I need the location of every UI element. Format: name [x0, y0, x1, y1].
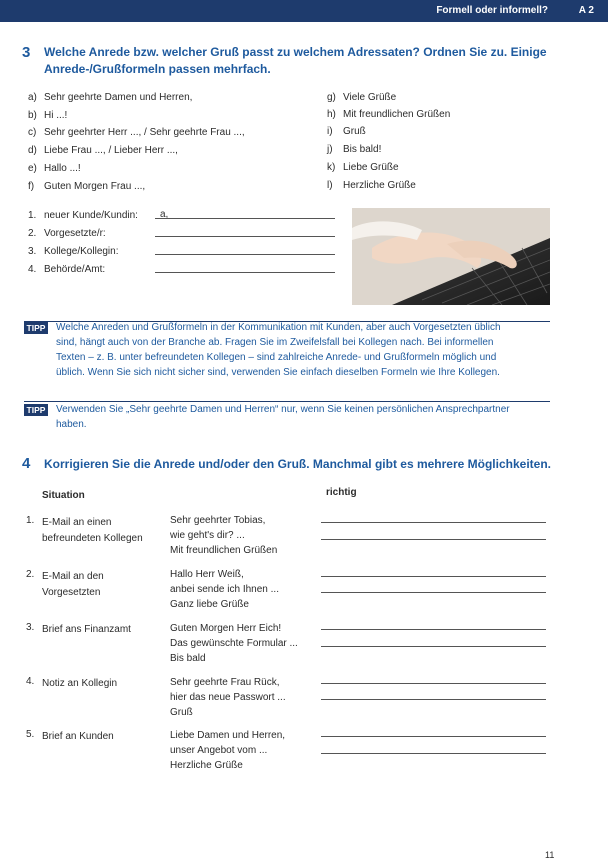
text-line: Sehr geehrter Tobias,: [170, 515, 266, 526]
keyboard-hands-photo: [352, 208, 550, 305]
tip-1-text: [56, 320, 556, 380]
text-line: Gruß: [170, 707, 193, 718]
option-k: k): [327, 162, 336, 173]
row-4-text: [170, 675, 286, 720]
column-header-richtig: richtig: [326, 487, 357, 498]
row-1-text: [170, 513, 277, 558]
addressee-4-answer-line[interactable]: [155, 272, 335, 273]
addressee-1-answer-line[interactable]: [155, 218, 335, 219]
addressee-1-label: neuer Kunde/Kundin:: [44, 210, 138, 221]
text-line: Ganz liebe Grüße: [170, 599, 249, 610]
row-3-num: 3.: [26, 622, 35, 633]
row-1-num: 1.: [26, 515, 35, 526]
tip-1-line: sind, hängt auch von der Branche ab. Fragen Sie im Zweifelsfall bei Kollegen nach. Bei informellen: [56, 337, 494, 348]
option-d: d): [28, 145, 37, 156]
exercise-3-number: 3: [22, 44, 31, 61]
exercise-4-number: 4: [22, 455, 31, 472]
option-e-text: Hallo ...!: [44, 163, 81, 174]
header-bar: [0, 0, 608, 22]
tip-1-line: Welche Anreden und Grußformeln in der Kommunikation mit Kunden, aber auch Vorgesetzten üblich: [56, 322, 501, 333]
chapter-title: Formell oder informell?: [436, 5, 548, 16]
row-1-answer-line-1[interactable]: [321, 522, 546, 523]
text-line: Bis bald: [170, 653, 206, 664]
option-g: g): [327, 92, 336, 103]
text-line: Hallo Herr Weiß,: [170, 569, 244, 580]
row-2-answer-line-1[interactable]: [321, 576, 546, 577]
text-line: Das gewünschte Formular ...: [170, 638, 298, 649]
addressee-4-label: Behörde/Amt:: [44, 264, 106, 275]
addressee-4-num: 4.: [28, 264, 37, 275]
row-1-answer-line-2[interactable]: [321, 539, 546, 540]
column-header-situation: Situation: [42, 490, 85, 501]
tip-2-line: haben.: [56, 419, 87, 430]
option-f-text: Guten Morgen Frau ...,: [44, 181, 146, 192]
option-c: c): [28, 127, 37, 138]
addressee-2-label: Vorgesetzte/r:: [44, 228, 106, 239]
row-3-answer-line-2[interactable]: [321, 646, 546, 647]
option-h: h): [327, 109, 336, 120]
situation-line: Vorgesetzten: [42, 587, 101, 598]
addressee-3-answer-line[interactable]: [155, 254, 335, 255]
row-3-answer-line-1[interactable]: [321, 629, 546, 630]
row-1-situation: [42, 515, 143, 547]
addressee-2-num: 2.: [28, 228, 37, 239]
option-b: b): [28, 110, 37, 121]
addressee-1-answer[interactable]: a,: [160, 209, 169, 220]
option-b-text: Hi ...!: [44, 110, 68, 121]
option-a: a): [28, 92, 37, 103]
option-l: l): [327, 180, 333, 191]
text-line: unser Angebot vom ...: [170, 745, 268, 756]
option-g-text: Viele Grüße: [343, 92, 397, 103]
tip-1-tag: TIPP: [24, 322, 48, 334]
situation-line: E-Mail an den: [42, 571, 104, 582]
option-h-text: Mit freundlichen Grüßen: [343, 109, 451, 120]
row-4-answer-line-2[interactable]: [321, 699, 546, 700]
level-badge: A 2: [578, 5, 594, 16]
text-line: hier das neue Passwort ...: [170, 692, 286, 703]
row-5-answer-line-1[interactable]: [321, 736, 546, 737]
tip-1-line: üblich. Wenn Sie sich nicht sicher sind, verwenden Sie einfach dieselben Formeln wie Ihre Kollegen.: [56, 367, 500, 378]
tip-2-line: Verwenden Sie „Sehr geehrte Damen und Herren“ nur, wenn Sie keinen persönlichen Ansprechpartner: [56, 404, 510, 415]
exercise-4-question: Korrigieren Sie die Anrede und/oder den Gruß. Manchmal gibt es mehrere Möglichkeiten.: [44, 457, 551, 471]
option-i: i): [327, 126, 333, 137]
option-l-text: Herzliche Grüße: [343, 180, 416, 191]
row-5-situation: [42, 729, 114, 745]
row-2-num: 2.: [26, 569, 35, 580]
row-3-situation: [42, 622, 131, 638]
text-line: Sehr geehrte Frau Rück,: [170, 677, 280, 688]
option-d-text: Liebe Frau ..., / Lieber Herr ...,: [44, 145, 178, 156]
row-2-answer-line-2[interactable]: [321, 592, 546, 593]
option-j-text: Bis bald!: [343, 144, 382, 155]
situation-line: befreundeten Kollegen: [42, 533, 143, 544]
option-f: f): [28, 181, 35, 192]
row-5-num: 5.: [26, 729, 35, 740]
exercise-3-question-line2: Anrede-/Grußformeln passen mehrfach.: [44, 62, 271, 76]
row-4-answer-line-1[interactable]: [321, 683, 546, 684]
text-line: anbei sende ich Ihnen ...: [170, 584, 279, 595]
addressee-3-label: Kollege/Kollegin:: [44, 246, 119, 257]
situation-line: Brief ans Finanzamt: [42, 624, 131, 635]
row-4-num: 4.: [26, 676, 35, 687]
addressee-2-answer-line[interactable]: [155, 236, 335, 237]
situation-line: E-Mail an einen: [42, 517, 112, 528]
exercise-3-question-line1: Welche Anrede bzw. welcher Gruß passt zu welchem Adressaten? Ordnen Sie zu. Einige: [44, 45, 547, 59]
row-2-situation: [42, 569, 104, 601]
option-a-text: Sehr geehrte Damen und Herren,: [44, 92, 193, 103]
page-number: 11: [545, 850, 555, 860]
situation-line: Notiz an Kollegin: [42, 678, 118, 689]
tip-2-text: [56, 402, 556, 432]
row-2-text: [170, 567, 279, 612]
option-c-text: Sehr geehrter Herr ..., / Sehr geehrte Frau ...,: [44, 127, 245, 138]
tip-2-tag: TIPP: [24, 404, 48, 416]
row-3-text: [170, 621, 298, 666]
option-i-text: Gruß: [343, 126, 366, 137]
row-4-situation: [42, 676, 117, 692]
text-line: Mit freundlichen Grüßen: [170, 545, 278, 556]
text-line: Guten Morgen Herr Eich!: [170, 623, 282, 634]
addressee-1-num: 1.: [28, 210, 37, 221]
text-line: Liebe Damen und Herren,: [170, 730, 286, 741]
addressee-3-num: 3.: [28, 246, 37, 257]
text-line: Herzliche Grüße: [170, 760, 243, 771]
text-line: wie geht's dir? ...: [170, 530, 245, 541]
row-5-answer-line-2[interactable]: [321, 753, 546, 754]
option-j: j): [327, 144, 333, 155]
option-k-text: Liebe Grüße: [343, 162, 399, 173]
situation-line: Brief an Kunden: [42, 731, 114, 742]
tip-1-line: Texten – z. B. unter befreundeten Kollegen – sind zahlreiche Anrede- und Grußformeln möglich und: [56, 352, 497, 363]
row-5-text: [170, 728, 285, 773]
option-e: e): [28, 163, 37, 174]
